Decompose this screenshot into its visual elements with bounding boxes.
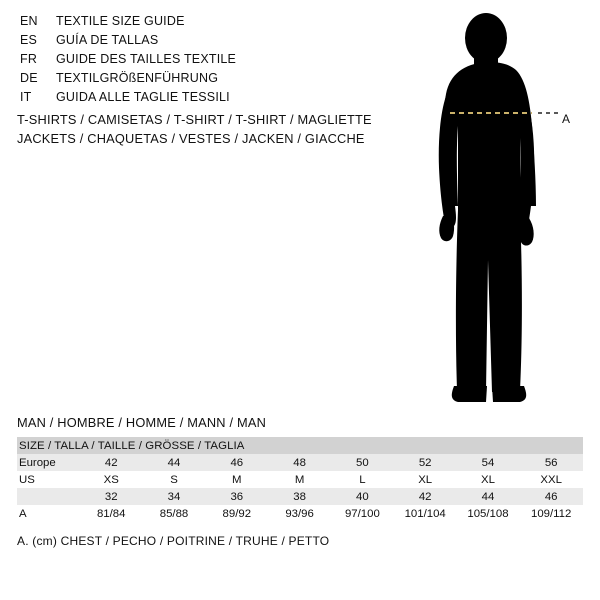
language-code: EN	[20, 14, 38, 28]
table-cell: M	[268, 471, 331, 488]
table-cell: 109/112	[519, 505, 583, 522]
table-header-label: SIZE / TALLA / TAILLE / GRÖSSE / TAGLIA	[17, 437, 583, 454]
language-row	[20, 52, 400, 71]
table-cell: 52	[394, 454, 457, 471]
row-label: Europe	[17, 454, 80, 471]
row-label	[17, 488, 80, 505]
table-cell: L	[331, 471, 394, 488]
table-cell: M	[205, 471, 268, 488]
table-cell: XL	[457, 471, 520, 488]
language-code: IT	[20, 90, 32, 104]
silhouette-svg	[410, 10, 590, 405]
table-cell: 54	[457, 454, 520, 471]
language-code: DE	[20, 71, 38, 85]
language-list	[20, 14, 400, 109]
table-row	[17, 454, 583, 471]
table-footnote: A. (cm) CHEST / PECHO / POITRINE / TRUHE / PETTO	[17, 534, 330, 548]
table-row	[17, 471, 583, 488]
table-cell: 48	[268, 454, 331, 471]
language-text: GUIDA ALLE TAGLIE TESSILI	[56, 90, 230, 104]
size-table-section	[17, 415, 583, 548]
row-label: US	[17, 471, 80, 488]
row-label: A	[17, 505, 80, 522]
language-row	[20, 71, 400, 90]
table-cell: 93/96	[268, 505, 331, 522]
body-figure	[410, 10, 590, 405]
language-code: ES	[20, 33, 38, 47]
table-cell: 38	[268, 488, 331, 505]
callout-label-a: A	[562, 112, 571, 126]
table-cell: 85/88	[143, 505, 206, 522]
table-cell: 46	[205, 454, 268, 471]
language-text: GUIDE DES TAILLES TEXTILE	[56, 52, 237, 66]
size-table	[17, 437, 583, 522]
language-text: TEXTILGRÖßENFÜHRUNG	[56, 71, 219, 85]
table-cell: 105/108	[457, 505, 520, 522]
table-cell: 32	[80, 488, 143, 505]
table-cell: 36	[205, 488, 268, 505]
table-cell: 101/104	[394, 505, 457, 522]
table-cell: 42	[80, 454, 143, 471]
table-cell: 56	[519, 454, 583, 471]
category-jackets: JACKETS / CHAQUETAS / VESTES / JACKEN / GIACCHE	[17, 131, 365, 146]
language-code: FR	[20, 52, 38, 66]
language-text: TEXTILE SIZE GUIDE	[56, 14, 185, 28]
table-cell: 42	[394, 488, 457, 505]
language-text: GUÍA DE TALLAS	[56, 33, 159, 47]
table-cell: 97/100	[331, 505, 394, 522]
language-row	[20, 33, 400, 52]
table-cell: 34	[143, 488, 206, 505]
table-cell: 44	[143, 454, 206, 471]
table-cell: 44	[457, 488, 520, 505]
category-tshirts: T-SHIRTS / CAMISETAS / T-SHIRT / T-SHIRT / MAGLIETTE	[17, 112, 372, 127]
table-cell: XS	[80, 471, 143, 488]
table-row	[17, 488, 583, 505]
table-header-row	[17, 437, 583, 454]
table-cell: 81/84	[80, 505, 143, 522]
table-cell: XXL	[519, 471, 583, 488]
table-cell: 46	[519, 488, 583, 505]
table-cell: 50	[331, 454, 394, 471]
language-row	[20, 90, 400, 109]
gender-title: MAN / HOMBRE / HOMME / MANN / MAN	[17, 415, 267, 430]
garment-category-list	[17, 110, 417, 148]
table-cell: S	[143, 471, 206, 488]
table-cell: 40	[331, 488, 394, 505]
table-cell: XL	[394, 471, 457, 488]
table-row	[17, 505, 583, 522]
language-row	[20, 14, 400, 33]
table-cell: 89/92	[205, 505, 268, 522]
